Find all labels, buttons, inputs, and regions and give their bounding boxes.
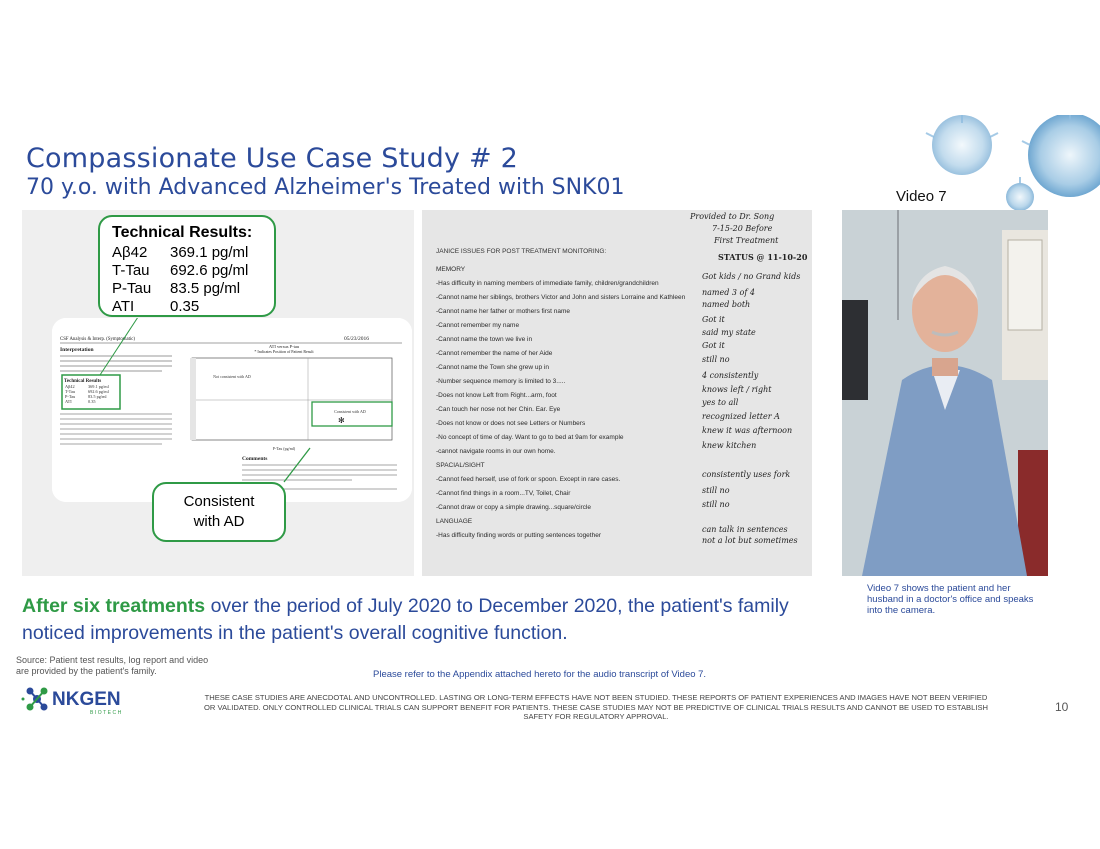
handwritten-note: still no bbox=[702, 355, 730, 364]
nkgen-logo bbox=[20, 683, 140, 719]
logo-text: NKGEN bbox=[52, 689, 121, 710]
document-line: -Has difficulty in naming members of immediate family, children/grandchildren bbox=[436, 280, 659, 287]
handwritten-note: yes to all bbox=[702, 398, 739, 407]
report-row-label: ATI bbox=[65, 399, 72, 404]
document-line: -cannot navigate rooms in our own home. bbox=[436, 448, 556, 455]
document-line: -Does not know Left from Right...arm, foot bbox=[436, 392, 557, 399]
patient-marker: ✻ bbox=[338, 416, 345, 425]
graph-zone-consistent: Consistent with AD bbox=[334, 409, 366, 414]
graph-xlabel: P-Tau (pg/ml) bbox=[272, 446, 296, 451]
report-row-value: 369.1 pg/ml bbox=[88, 384, 109, 389]
document-line: -Cannot find things in a room...TV, Toilet, Chair bbox=[436, 490, 571, 497]
report-row-label: P-Tau bbox=[65, 394, 76, 399]
result-label: P-Tau bbox=[112, 280, 152, 297]
document-line: -Number sequence memory is limited to 3..... bbox=[436, 378, 566, 385]
document-line: -Has difficulty finding words or putting sentences together bbox=[436, 532, 601, 539]
comments-heading: Comments bbox=[242, 456, 268, 462]
handwritten-note: knew it was afternoon bbox=[702, 426, 793, 435]
handwritten-note: said my state bbox=[702, 328, 756, 337]
summary-highlight: After six treatments bbox=[22, 595, 206, 617]
document-line: -Cannot name her father or mothers first name bbox=[436, 308, 571, 315]
lab-report-panel bbox=[22, 210, 414, 576]
handwritten-note: knew kitchen bbox=[702, 441, 757, 450]
handwritten-note: can talk in sentences not a lot but sometimes bbox=[702, 525, 798, 545]
document-line: MEMORY bbox=[436, 266, 466, 273]
graph-title: ATI versus P-tau bbox=[268, 344, 300, 349]
result-label: ATI bbox=[112, 298, 135, 315]
report-date: 05/23/2016 bbox=[344, 336, 370, 342]
slide-subtitle: 70 y.o. with Advanced Alzheimer's Treated with SNK01 bbox=[26, 175, 625, 200]
document-line: SPACIAL/SIGHT bbox=[436, 462, 485, 469]
report-row-value: 83.5 pg/ml bbox=[88, 394, 107, 399]
handwritten-note: 4 consistently bbox=[702, 371, 759, 380]
report-results-heading: Technical Results bbox=[64, 379, 102, 384]
video-still-image[interactable] bbox=[842, 210, 1048, 576]
report-row-value: 0.35 bbox=[88, 399, 96, 404]
cell-decoration-image bbox=[920, 115, 1100, 220]
logo-subtext: BIOTECH bbox=[90, 710, 123, 716]
result-value: 0.35 bbox=[170, 298, 200, 315]
document-line: LANGUAGE bbox=[436, 518, 473, 525]
document-line: -Can touch her nose not her Chin. Ear. Eye bbox=[436, 406, 561, 413]
logo-mark-icon bbox=[22, 688, 48, 711]
graph-zone-not-consistent: Not consistent with AD bbox=[213, 374, 251, 379]
video-label: Video 7 bbox=[896, 188, 947, 205]
page-number: 10 bbox=[1055, 700, 1069, 714]
video-caption: Video 7 shows the patient and her husband in a doctor's office and speaks into the camera. bbox=[867, 583, 1034, 616]
handwritten-note: Got it bbox=[702, 315, 725, 324]
result-value: 692.6 pg/ml bbox=[170, 262, 249, 279]
document-line: -Cannot name the Town she grew up in bbox=[436, 364, 549, 371]
handwritten-note: knows left / right bbox=[702, 385, 772, 394]
consistent-line-1: Consistent bbox=[183, 493, 255, 510]
handwritten-note: Got kids / no Grand kids bbox=[702, 272, 801, 281]
handwritten-top-line: Provided to Dr. Song bbox=[690, 212, 775, 221]
slide-title: Compassionate Use Case Study # 2 bbox=[26, 143, 518, 174]
summary-paragraph bbox=[22, 593, 852, 647]
handwritten-top-line: First Treatment bbox=[714, 236, 779, 245]
document-line: -Cannot remember the name of her Aide bbox=[436, 350, 553, 357]
graph-subtitle: * Indicates Position of Patient Result bbox=[254, 349, 314, 354]
summary-text: over the period of July 2020 to December 2020, the patient's family noticed improvements in the patient's overall cognitive function. bbox=[22, 595, 789, 644]
handwritten-note: still no bbox=[702, 500, 730, 509]
report-row-label: T-Tau bbox=[65, 389, 76, 394]
source-note: Source: Patient test results, log report and video are provided by the patient's family. bbox=[16, 655, 209, 676]
handwritten-note: named both bbox=[702, 300, 751, 309]
interpretation-heading: Interpretation bbox=[60, 347, 94, 353]
handwritten-note: named 3 of 4 bbox=[702, 288, 755, 297]
consistent-with-ad-callout bbox=[152, 482, 286, 542]
result-value: 369.1 pg/ml bbox=[170, 244, 249, 261]
monitoring-document-panel bbox=[422, 210, 812, 576]
report-header: CSF Analysis & Interp. (Symptomatic) bbox=[60, 337, 136, 342]
document-line: -Cannot name her siblings, brothers Victor and John and sisters Lorraine and Kathleen bbox=[436, 294, 686, 301]
handwritten-note: recognized letter A bbox=[702, 412, 780, 421]
report-row-label: Aβ42 bbox=[65, 384, 75, 389]
document-line: -No concept of time of day. Want to go to bed at 9am for example bbox=[436, 434, 624, 441]
document-line: -Cannot draw or copy a simple drawing...square/circle bbox=[436, 504, 591, 511]
appendix-note: Please refer to the Appendix attached hereto for the audio transcript of Video 7. bbox=[373, 669, 707, 680]
document-line: -Cannot name the town we live in bbox=[436, 336, 533, 343]
document-line: -Does not know or does not see Letters or Numbers bbox=[436, 420, 586, 427]
document-line: -Cannot feed herself, use of fork or spoon. Except in rare cases. bbox=[436, 476, 621, 483]
document-line: -Cannot remember my name bbox=[436, 322, 520, 329]
technical-results-heading: Technical Results: bbox=[112, 224, 253, 241]
handwritten-note: still no bbox=[702, 486, 730, 495]
result-value: 83.5 pg/ml bbox=[170, 280, 241, 297]
result-label: T-Tau bbox=[112, 262, 150, 279]
handwritten-note: Got it bbox=[702, 341, 725, 350]
handwritten-note: consistently uses fork bbox=[702, 470, 791, 479]
handwritten-top-line: 7-15-20 Before bbox=[712, 224, 773, 233]
disclaimer-text: THESE CASE STUDIES ARE ANECDOTAL AND UNCONTROLLED. LASTING OR LONG-TERM EFFECTS HAVE NOT BEEN STUDIED. THESE REPORTS OF PATIENT EXPERIENCES AND IMAGES HAVE NOT BEEN VERIFIED OR VALIDATED. ONLY CONTROLLED CLINICAL TRIALS CAN SUPPORT BENEFIT FOR PATIENTS. THESE CASE STUDIES MAY NOT BE PREDICTIVE OF CLINICAL TRIALS RESULTS AND CANNOT BE USED TO ESTABLISH SAFETY FOR REGULATORY APPROVAL. bbox=[203, 693, 989, 721]
status-label: STATUS @ 11-10-20 bbox=[718, 252, 808, 262]
report-row-value: 692.6 pg/ml bbox=[88, 389, 109, 394]
consistent-line-2: with AD bbox=[193, 513, 245, 530]
document-heading: JANICE ISSUES FOR POST TREATMENT MONITORING: bbox=[436, 248, 607, 255]
result-label: Aβ42 bbox=[112, 244, 148, 261]
